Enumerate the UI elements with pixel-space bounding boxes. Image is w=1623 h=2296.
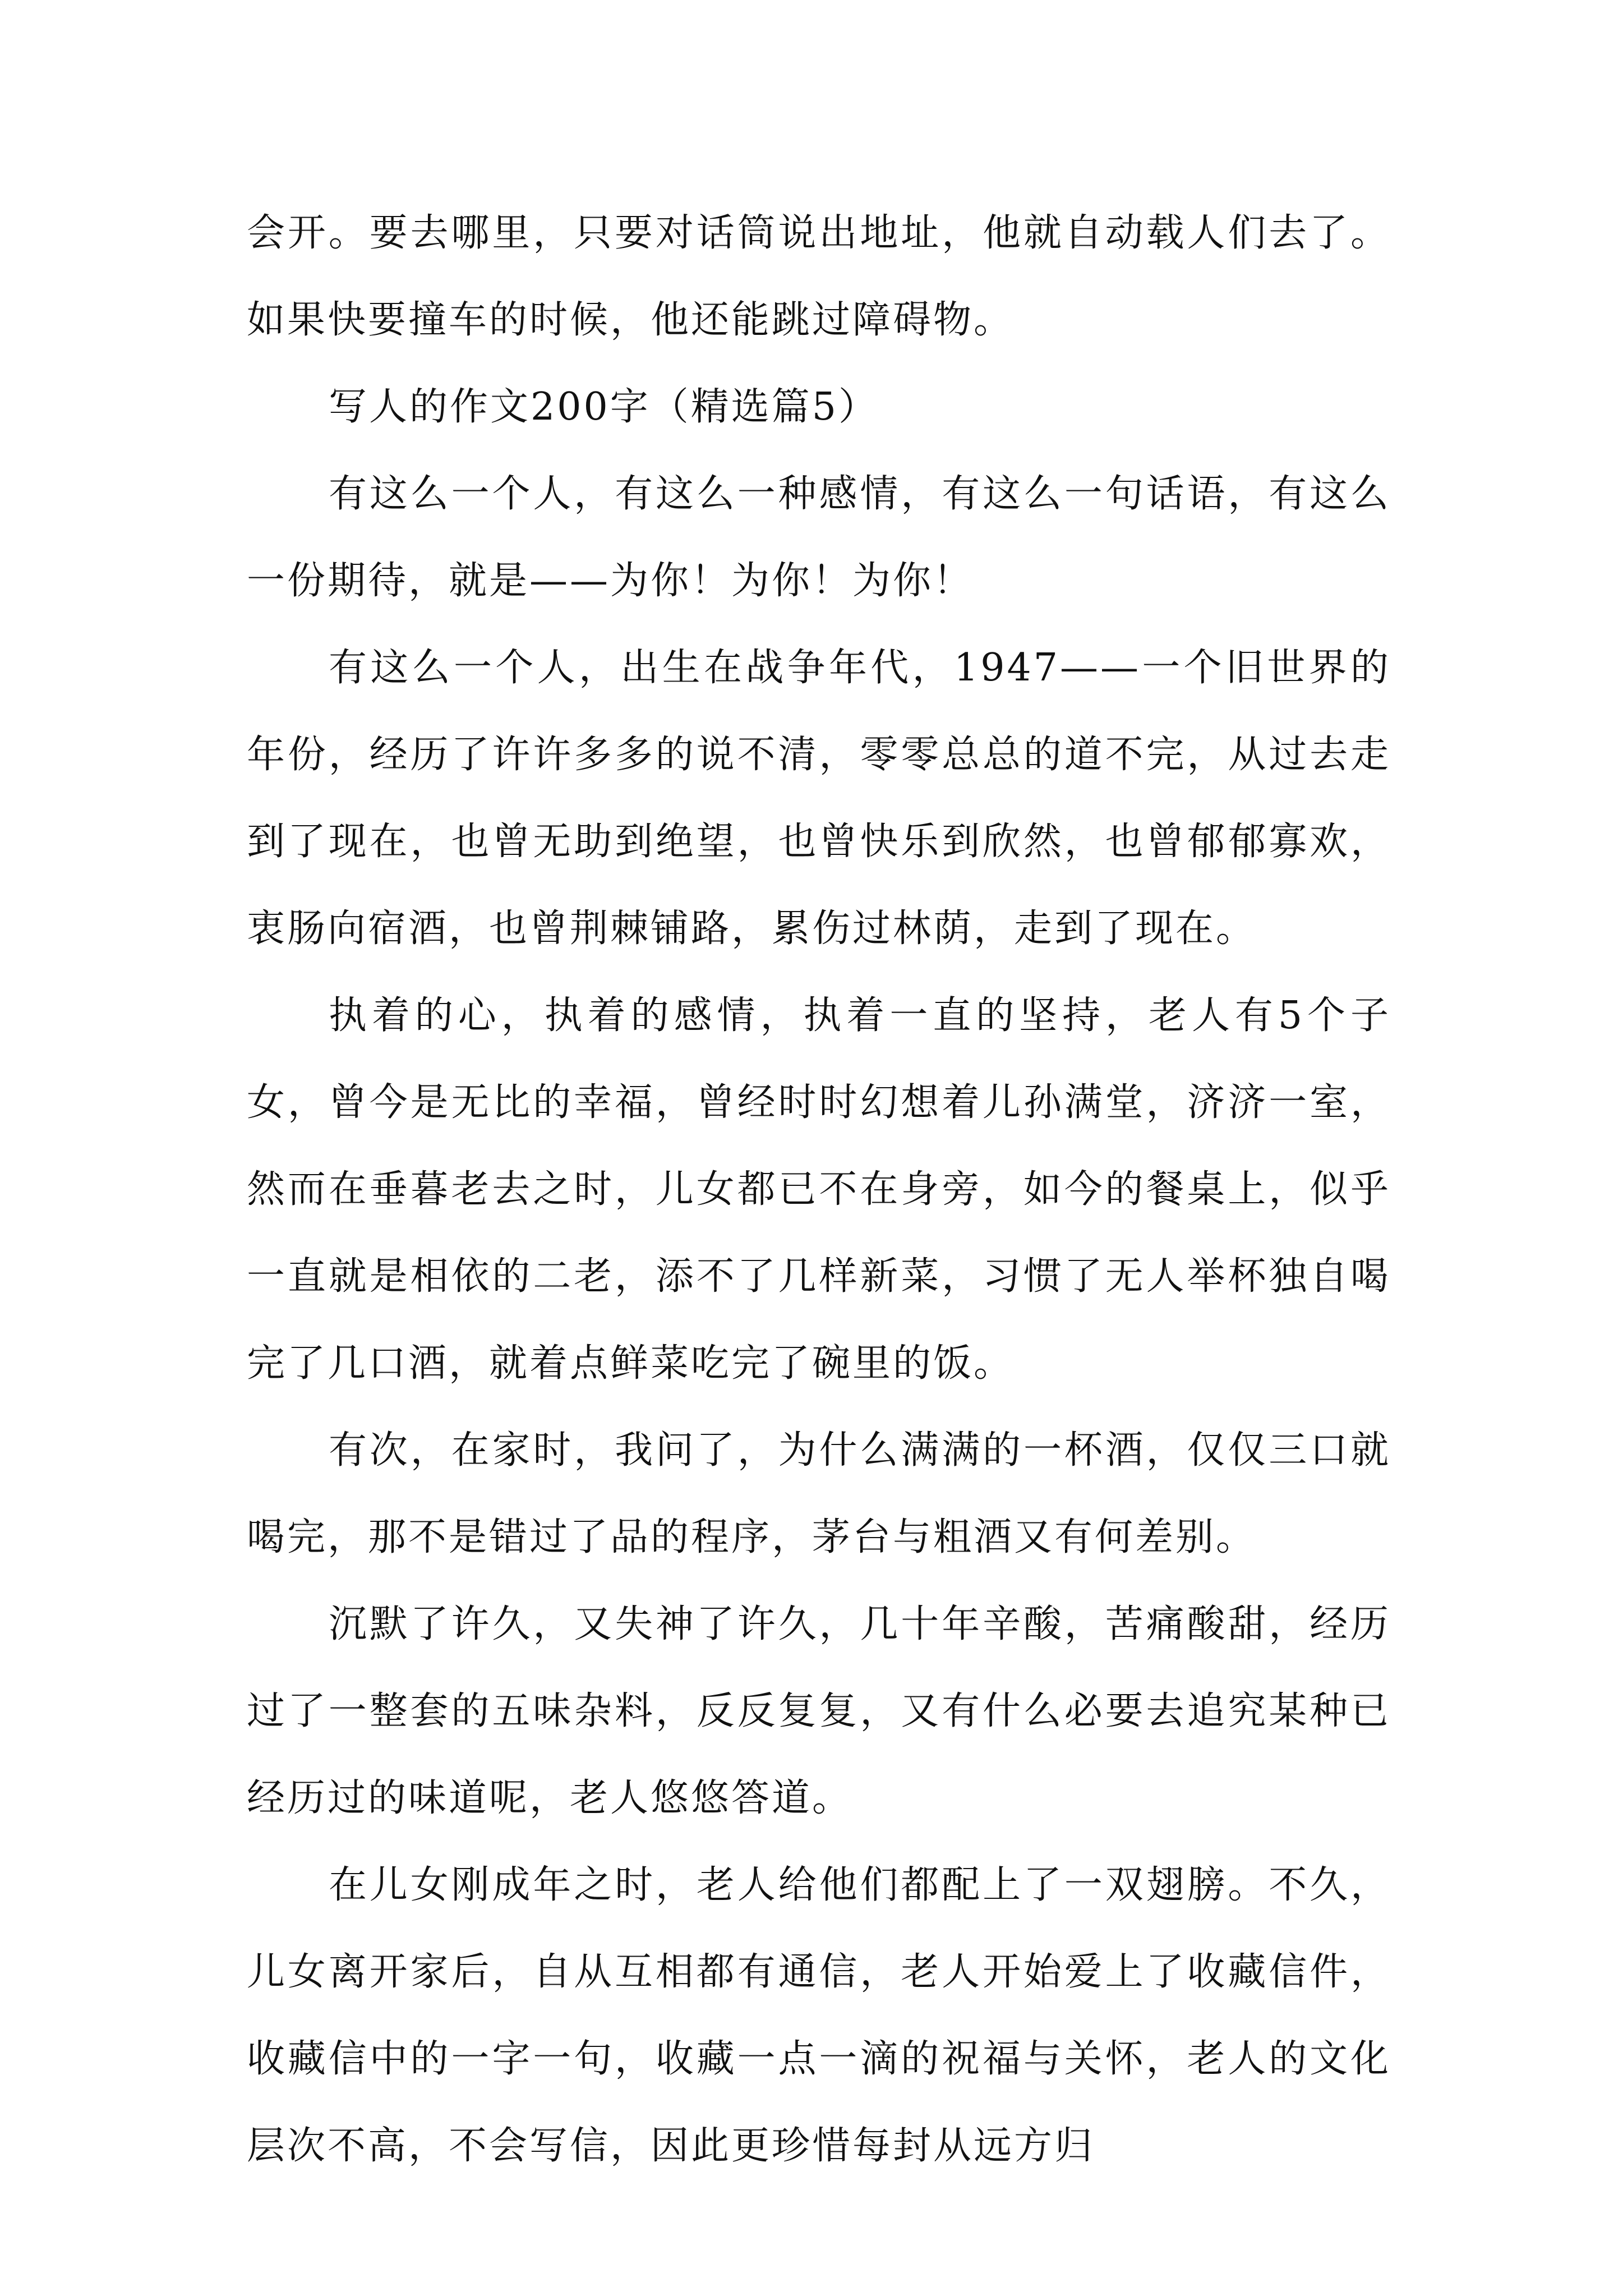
paragraph-continuation: 会开。要去哪里，只要对话筒说出地址，他就自动载人们去了。如果快要撞车的时候，他还能跳过障碍物。 <box>247 211 1391 342</box>
paragraph: 沉默了许久，又失神了许久，几十年辛酸，苦痛酸甜，经历过了一整套的五味杂料，反反复复，又有什么必要去追究某种已经历过的味道呢，老人悠悠答道。 <box>247 1602 1391 1820</box>
paragraph: 在儿女刚成年之时，老人给他们都配上了一双翅膀。不久，儿女离开家后，自从互相都有通信，老人开始爱上了收藏信件，收藏信中的一字一句，收藏一点一滴的祝福与关怀，老人的文化层次不高，不会写信，因此更珍惜每封从远方归 <box>247 1863 1391 2168</box>
paragraph: 有这么一个人，出生在战争年代，1947——一个旧世界的年份，经历了许许多多的说不清，零零总总的道不完，从过去走到了现在，也曾无助到绝望，也曾快乐到欣然，也曾郁郁寡欢，衷肠向宿酒，也曾荆棘铺路，累伤过林荫，走到了现在。 <box>247 646 1391 951</box>
section-heading: 写人的作文200字（精选篇5） <box>329 385 879 429</box>
article-body <box>247 190 1391 2189</box>
paragraph: 有这么一个人，有这么一种感情，有这么一句话语，有这么一份期待，就是——为你！为你！为你！ <box>247 472 1391 603</box>
paragraph: 执着的心，执着的感情，执着一直的坚持，老人有5个子女，曾今是无比的幸福，曾经时时幻想着儿孙满堂，济济一室，然而在垂暮老去之时，儿女都已不在身旁，如今的餐桌上，似乎一直就是相依的二老，添不了几样新菜，习惯了无人举杯独自喝完了几口酒，就着点鲜菜吃完了碗里的饭。 <box>247 993 1391 1386</box>
paragraph: 有次，在家时，我问了，为什么满满的一杯酒，仅仅三口就喝完，那不是错过了品的程序，茅台与粗酒又有何差别。 <box>247 1428 1391 1559</box>
